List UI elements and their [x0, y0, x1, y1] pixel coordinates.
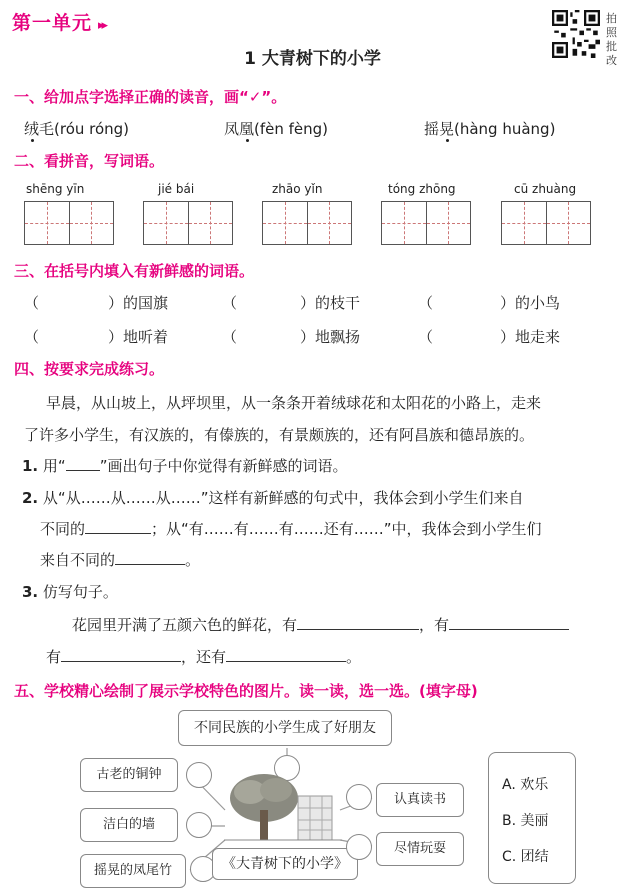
feature-box: 摇晃的凤尾竹 — [80, 854, 186, 888]
imitation-line-2: 有 ，还有 。 — [46, 648, 362, 666]
qr-code-icon[interactable] — [552, 10, 600, 58]
emphasis-dot — [246, 139, 249, 142]
section-3-title: 三、在括号内填入有新鲜感的词语。 — [14, 262, 255, 280]
pronunciation-item[interactable]: 凤凰(fèn fèng) — [224, 120, 329, 138]
answer-circle[interactable] — [346, 834, 372, 860]
unit-title: 第一单元 ▸▸ — [12, 12, 106, 34]
question-1: 1. 用“ ”画出句子中你觉得有新鲜感的词语。 — [22, 457, 348, 475]
writing-grid[interactable] — [501, 201, 591, 245]
question-3: 3. 仿写句子。 — [22, 583, 118, 601]
paren-open: （ — [418, 294, 434, 312]
feature-box: 尽情玩耍 — [376, 832, 464, 866]
answer-blank[interactable] — [226, 647, 346, 662]
center-top-box: 不同民族的小学生成了好朋友 — [178, 710, 392, 746]
emphasis-dot — [446, 139, 449, 142]
writing-grid[interactable] — [24, 201, 114, 245]
qr-label: 拍照批改 — [606, 12, 617, 67]
lesson-title: 1 大青树下的小学 — [244, 49, 381, 69]
section-4-title: 四、按要求完成练习。 — [14, 360, 165, 378]
pronunciation-item[interactable]: 绒毛(róu róng) — [24, 120, 130, 138]
question-2-line-3: 来自不同的 。 — [40, 551, 201, 569]
fill-phrase[interactable]: ）的国旗 — [108, 294, 169, 312]
answer-blank[interactable] — [85, 519, 151, 534]
center-label-box: 《大青树下的小学》 — [212, 848, 358, 880]
answer-blank[interactable] — [115, 550, 185, 565]
choice-option: C. 团结 — [502, 849, 549, 865]
answer-blank[interactable] — [61, 647, 181, 662]
answer-circle[interactable] — [186, 812, 212, 838]
choice-option: A. 欢乐 — [502, 777, 549, 793]
feature-box: 古老的铜钟 — [80, 758, 178, 792]
pinyin-label: shēng yīn — [26, 182, 85, 196]
passage-line: 早晨，从山坡上，从坪坝里，从一条条开着绒球花和太阳花的小路上，走来 — [46, 394, 542, 412]
writing-grid[interactable] — [381, 201, 471, 245]
answer-circle[interactable] — [346, 784, 372, 810]
paren-open: （ — [222, 328, 238, 346]
emphasis-dot — [31, 139, 34, 142]
pinyin-label: zhāo yǐn — [272, 182, 323, 196]
passage-line: 了许多小学生，有汉族的，有傣族的，有景颇族的，还有阿昌族和德昂族的。 — [24, 426, 535, 444]
question-2-line-1: 2. 从“从……从……从……”这样有新鲜感的句式中，我体会到小学生们来自 — [22, 489, 524, 507]
fill-phrase[interactable]: ）的枝干 — [300, 294, 361, 312]
fill-phrase[interactable]: ）地听着 — [108, 328, 169, 346]
section-5-title: 五、学校精心绘制了展示学校特色的图片。读一读，选一选。(填字母) — [14, 682, 478, 700]
answer-circle[interactable] — [186, 762, 212, 788]
feature-box: 洁白的墙 — [80, 808, 178, 842]
paren-open: （ — [24, 328, 40, 346]
underline-sample — [66, 456, 100, 471]
choice-option: B. 美丽 — [502, 813, 549, 829]
paren-open: （ — [418, 328, 434, 346]
paren-open: （ — [222, 294, 238, 312]
question-2-line-2: 不同的 ；从“有……有……有……还有……”中，我体会到小学生们 — [40, 520, 542, 538]
pinyin-label: tóng zhōng — [388, 182, 456, 196]
answer-blank[interactable] — [297, 615, 419, 630]
pronunciation-item[interactable]: 摇晃(hàng huàng) — [424, 120, 556, 138]
answer-blank[interactable] — [449, 615, 569, 630]
fill-phrase[interactable]: ）地飘扬 — [300, 328, 361, 346]
tree-school-illustration — [224, 770, 342, 842]
imitation-line-1: 花园里开满了五颜六色的鲜花，有 ，有 — [72, 614, 569, 635]
pinyin-label: cū zhuàng — [514, 182, 577, 196]
writing-grid[interactable] — [143, 201, 233, 245]
section-2-title: 二、看拼音，写词语。 — [14, 152, 165, 170]
feature-box: 认真读书 — [376, 783, 464, 817]
fill-phrase[interactable]: ）地走来 — [500, 328, 561, 346]
section-1-title: 一、给加点字选择正确的读音，画“✓”。 — [14, 88, 287, 106]
writing-grid[interactable] — [262, 201, 352, 245]
fill-phrase[interactable]: ）的小鸟 — [500, 294, 561, 312]
paren-open: （ — [24, 294, 40, 312]
double-arrow-icon: ▸▸ — [98, 18, 106, 33]
pinyin-label: jié bái — [158, 182, 195, 196]
